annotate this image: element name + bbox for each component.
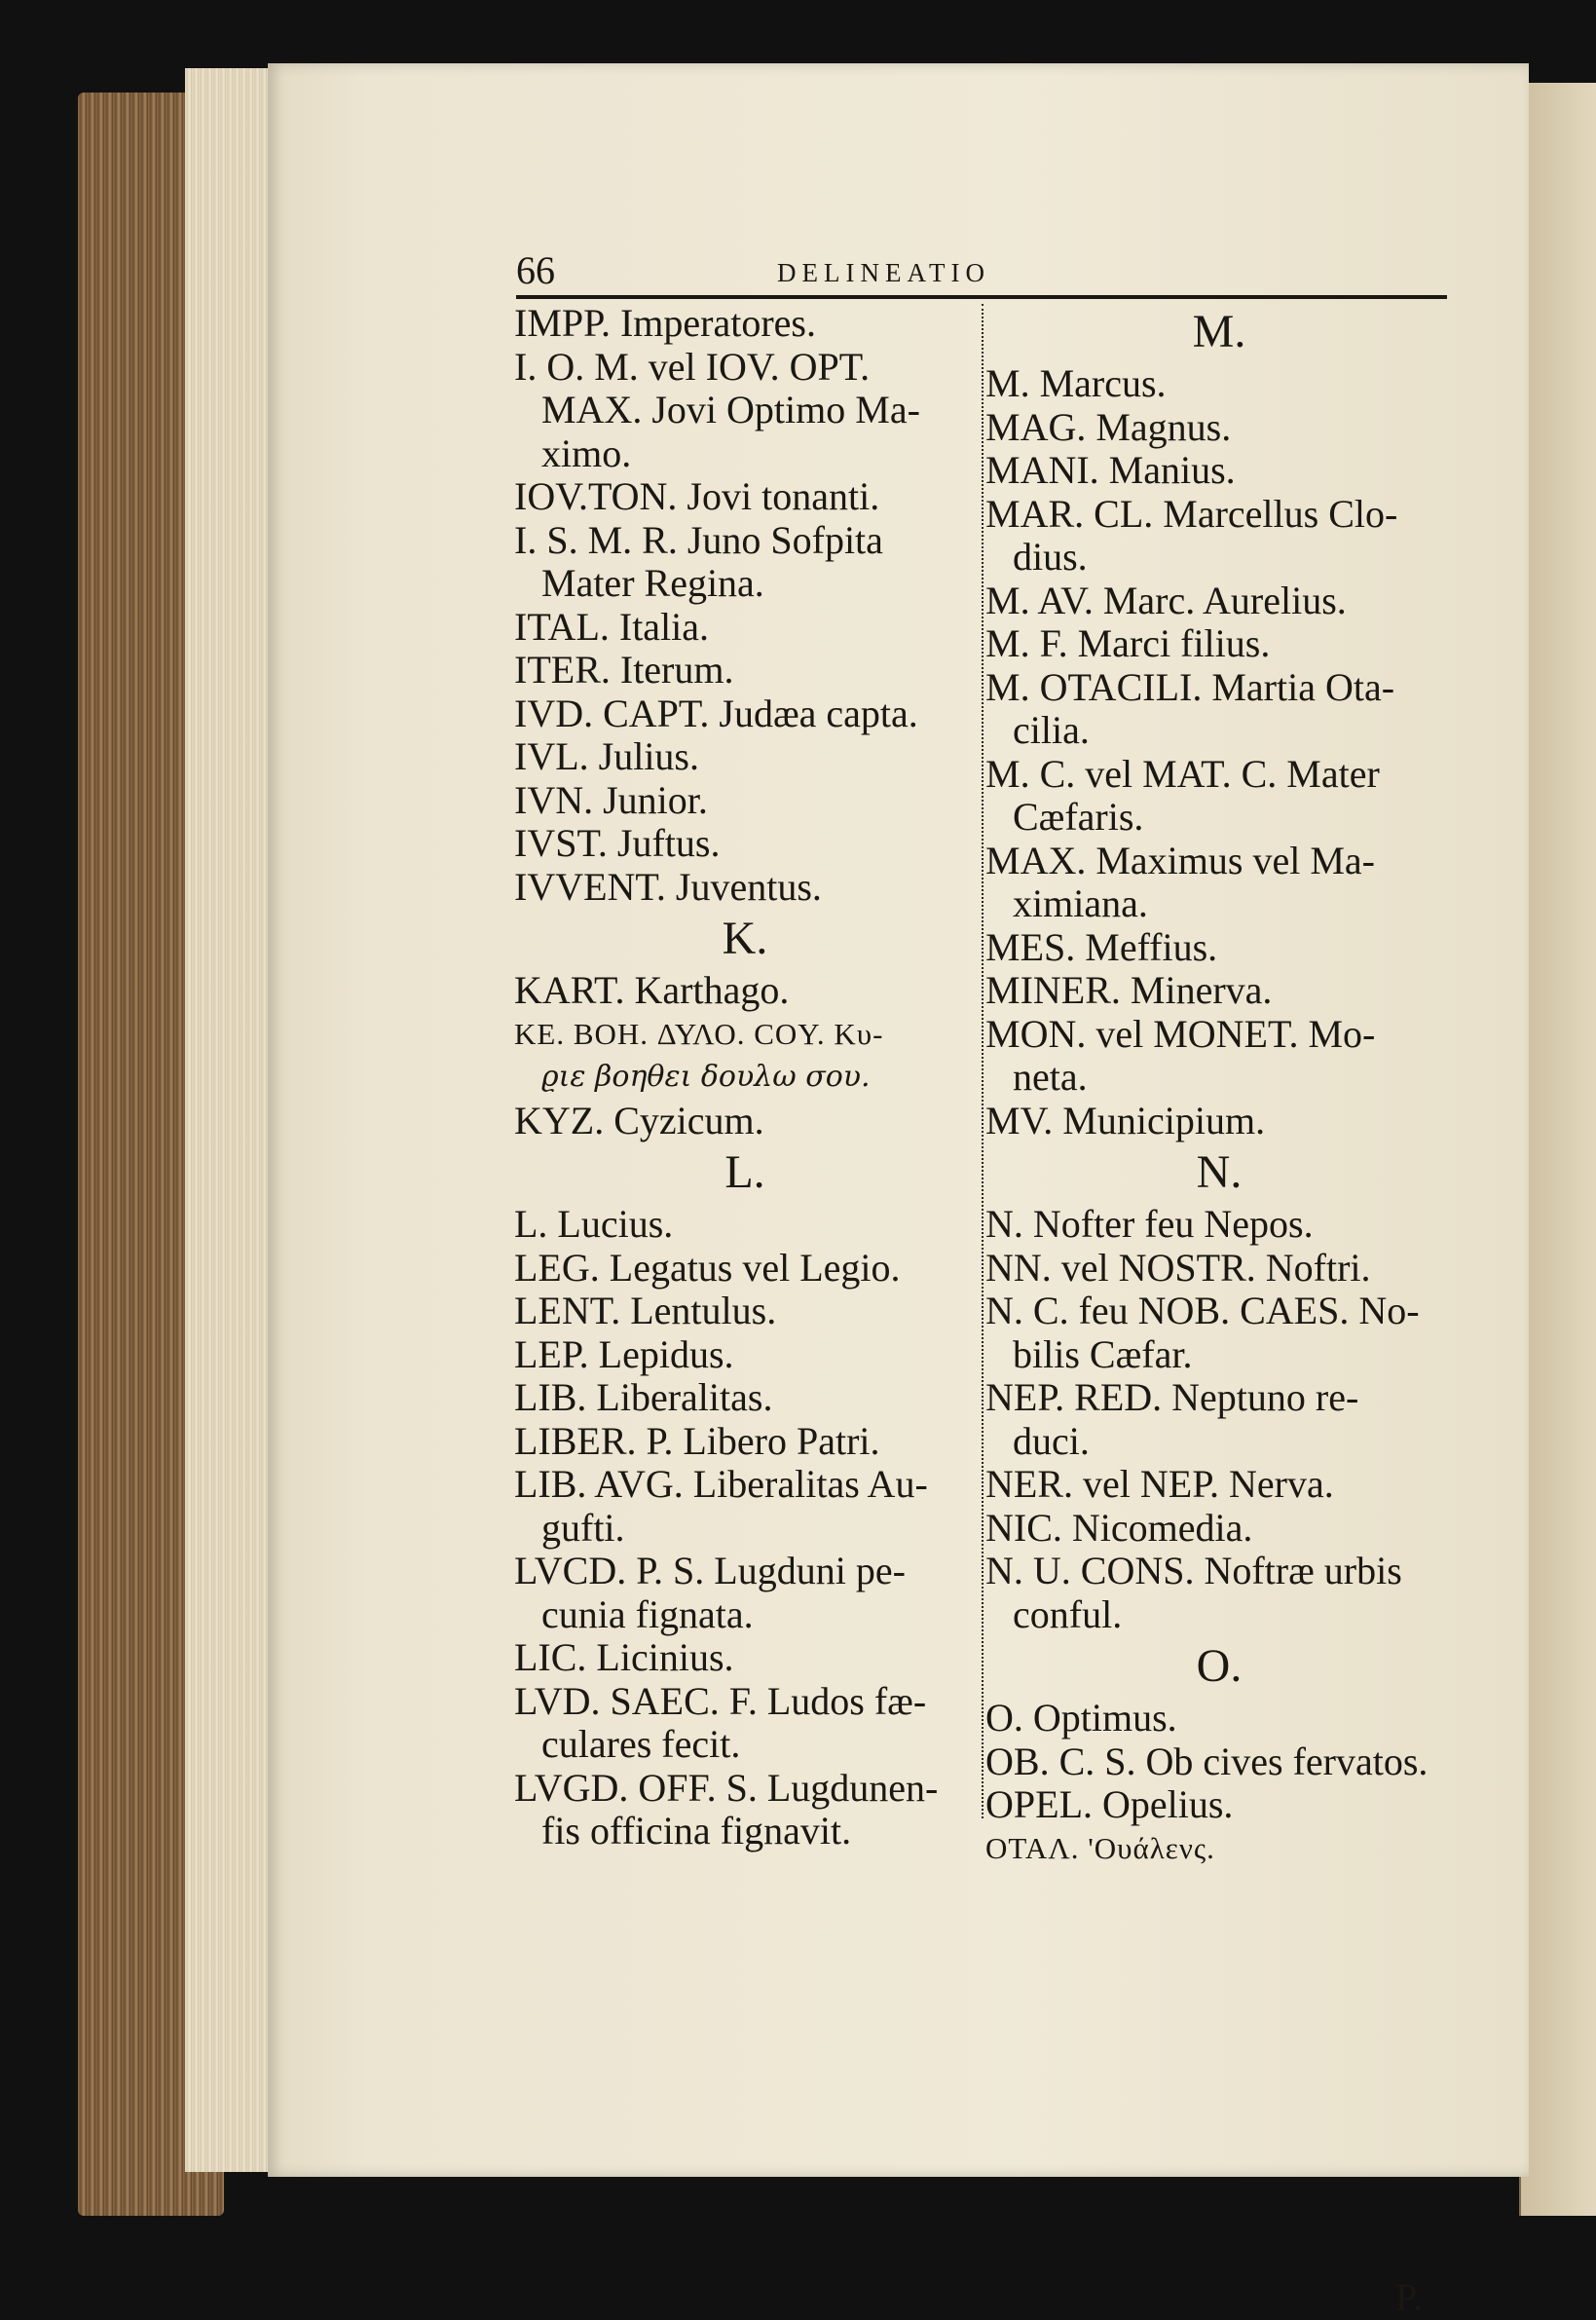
abbreviation-entry xyxy=(514,1290,976,1333)
entry-line: LEG. Legatus vel Legio. xyxy=(514,1245,901,1290)
entry-line: NEP. RED. Neptuno re- xyxy=(985,1375,1359,1419)
abbreviation-entry xyxy=(514,692,976,736)
entry-line: MAG. Magnus. xyxy=(985,404,1232,449)
abbreviation-entry xyxy=(985,1290,1453,1376)
abbreviation-entry xyxy=(985,753,1453,840)
abbreviation-entry xyxy=(985,1203,1453,1247)
entry-continuation: dius. xyxy=(1013,535,1088,579)
entry-continuation: ϱιε βοηθει δουλω σου. xyxy=(541,1060,871,1094)
entry-line: KYZ. Cyzicum. xyxy=(514,1098,764,1142)
entry-line: N. U. CONS. Noftræ urbis xyxy=(985,1549,1402,1592)
section-letter: N. xyxy=(1196,1146,1243,1198)
entry-continuation: Mater Regina. xyxy=(541,561,764,605)
abbreviation-entry xyxy=(514,649,976,692)
entry-line: MANI. Manius. xyxy=(985,448,1236,492)
abbreviation-entry xyxy=(985,1247,1453,1291)
entry-line: LIC. Licinius. xyxy=(514,1635,734,1679)
section-letter: M. xyxy=(1192,306,1246,357)
entry-line: ITER. Iterum. xyxy=(514,648,734,692)
entry-line: IVN. Junior. xyxy=(514,777,708,822)
abbreviation-entry xyxy=(514,302,976,346)
abbreviation-entry xyxy=(985,969,1453,1013)
abbreviation-entry xyxy=(985,580,1453,623)
abbreviation-entry xyxy=(514,1203,976,1247)
abbreviation-entry xyxy=(985,493,1453,580)
entry-line: ITAL. Italia. xyxy=(514,604,710,649)
entry-line: M. C. vel MAT. C. Mater xyxy=(985,751,1380,796)
catchword: P. xyxy=(1395,2275,1423,2319)
entry-line: KE. BOH. ΔΥΛΟ. COΥ. Κυ- xyxy=(514,1016,884,1051)
entry-line: LENT. Lentulus. xyxy=(514,1289,777,1332)
abbreviation-entry xyxy=(985,1740,1453,1784)
entry-line: NIC. Nicomedia. xyxy=(985,1505,1253,1550)
abbreviation-entry xyxy=(514,475,976,519)
abbreviation-entry xyxy=(514,969,976,1013)
entry-line: NER. vel NEP. Nerva. xyxy=(985,1462,1334,1506)
header-rule xyxy=(516,295,1447,299)
entry-line: MON. vel MONET. Mo- xyxy=(985,1011,1376,1056)
abbreviation-entry xyxy=(985,1697,1453,1740)
entry-line: NN. vel NOSTR. Noftri. xyxy=(985,1245,1371,1290)
entry-continuation: Cæfaris. xyxy=(1013,795,1144,839)
entry-line: N. C. feu NOB. CAES. No- xyxy=(985,1289,1420,1332)
abbreviation-entry xyxy=(985,1376,1453,1463)
abbreviation-entry xyxy=(514,606,976,650)
abbreviation-entry xyxy=(985,622,1453,666)
abbreviation-entry xyxy=(985,406,1453,450)
abbreviation-entry xyxy=(985,1013,1453,1100)
entry-line: M. F. Marci filius. xyxy=(985,621,1271,665)
entry-line: M. AV. Marc. Aurelius. xyxy=(985,578,1347,622)
entry-line: L. Lucius. xyxy=(514,1202,674,1246)
entry-line: IVL. Julius. xyxy=(514,734,699,778)
abbreviation-entry xyxy=(514,346,976,476)
entry-line: MAR. CL. Marcellus Clo- xyxy=(985,491,1398,536)
entry-continuation: cilia. xyxy=(1013,708,1090,752)
abbreviation-entry xyxy=(514,1333,976,1377)
entry-line: MES. Meffius. xyxy=(985,924,1218,969)
section-letter: K. xyxy=(722,913,768,964)
entry-line: IOV.TON. Jovi tonanti. xyxy=(514,474,880,518)
abbreviation-entry xyxy=(985,666,1453,753)
entry-continuation: gufti. xyxy=(541,1505,625,1550)
section-letter: O. xyxy=(1196,1640,1243,1692)
abbreviation-entry xyxy=(514,1636,976,1680)
right-column xyxy=(985,302,1453,1870)
entry-line: LIBER. P. Libero Patri. xyxy=(514,1418,880,1463)
abbreviation-entry xyxy=(514,822,976,866)
entry-line: M. Marcus. xyxy=(985,361,1167,405)
entry-line: I. S. M. R. Juno Sofpita xyxy=(514,517,883,562)
entry-line: KART. Karthago. xyxy=(514,968,790,1012)
page-header xyxy=(516,245,1451,296)
entry-line: IVVENT. Juventus. xyxy=(514,864,822,909)
abbreviation-entry xyxy=(514,1550,976,1636)
abbreviation-entry xyxy=(985,449,1453,493)
entry-line: MAX. Maximus vel Ma- xyxy=(985,838,1375,882)
entry-line: LVD. SAEC. F. Ludos fæ- xyxy=(514,1678,927,1723)
entry-line: MINER. Minerva. xyxy=(985,968,1273,1012)
entry-line: OTAΛ. 'Ουάλενς. xyxy=(985,1830,1215,1865)
abbreviation-entry xyxy=(985,1507,1453,1551)
entry-continuation: ximo. xyxy=(541,430,632,475)
entry-line: LIB. AVG. Liberalitas Au- xyxy=(514,1462,928,1506)
entry-line: OPEL. Opelius. xyxy=(985,1782,1234,1826)
abbreviation-entry xyxy=(985,926,1453,970)
abbreviation-entry xyxy=(985,1783,1453,1827)
entry-continuation: duci. xyxy=(1013,1418,1090,1463)
abbreviation-entry xyxy=(514,1376,976,1420)
abbreviation-entry xyxy=(514,866,976,910)
page-number: 66 xyxy=(516,248,555,292)
abbreviation-entry xyxy=(514,1100,976,1143)
abbreviation-entry xyxy=(514,519,976,606)
entry-line: MV. Municipium. xyxy=(985,1098,1266,1142)
greek-entry xyxy=(514,1013,976,1100)
section-letter: L. xyxy=(724,1146,765,1198)
entry-continuation: bilis Cæfar. xyxy=(1013,1331,1193,1376)
entry-continuation: conful. xyxy=(1013,1591,1123,1636)
entry-line: O. Optimus. xyxy=(985,1696,1177,1740)
abbreviation-entry xyxy=(514,1767,976,1853)
entry-line: N. Nofter feu Nepos. xyxy=(985,1202,1314,1246)
abbreviation-entry xyxy=(985,362,1453,406)
entry-line: IMPP. Imperatores. xyxy=(514,301,816,345)
running-title: DELINEATIO xyxy=(777,258,990,287)
entry-continuation: MAX. Jovi Optimo Ma- xyxy=(541,388,920,431)
abbreviation-entry xyxy=(985,1550,1453,1636)
abbreviation-entry xyxy=(514,1247,976,1291)
facing-page-edge xyxy=(1519,83,1596,2216)
abbreviation-entry xyxy=(514,1420,976,1464)
entry-line: OB. C. S. Ob cives fervatos. xyxy=(985,1739,1429,1783)
abbreviation-entry xyxy=(514,779,976,823)
entry-continuation: cunia fignata. xyxy=(541,1591,754,1636)
left-column xyxy=(514,302,976,1853)
abbreviation-entry xyxy=(985,840,1453,926)
abbreviation-entry xyxy=(985,1100,1453,1143)
entry-line: IVST. Juftus. xyxy=(514,821,721,865)
entry-line: LVCD. P. S. Lugduni pe- xyxy=(514,1549,906,1592)
abbreviation-entry xyxy=(514,735,976,779)
greek-entry xyxy=(985,1827,1453,1871)
entry-continuation: ximiana. xyxy=(1013,881,1148,925)
entry-line: LVGD. OFF. S. Lugdunen- xyxy=(514,1765,939,1810)
abbreviation-entry xyxy=(985,1463,1453,1507)
entry-line: I. O. M. vel IOV. OPT. xyxy=(514,344,871,389)
entry-line: IVD. CAPT. Judæa capta. xyxy=(514,691,918,735)
entry-continuation: culares fecit. xyxy=(541,1722,741,1766)
abbreviation-entry xyxy=(514,1680,976,1767)
abbreviation-entry xyxy=(514,1463,976,1550)
entry-line: LEP. Lepidus. xyxy=(514,1331,734,1376)
entry-line: LIB. Liberalitas. xyxy=(514,1375,773,1419)
entry-continuation: fis officina fignavit. xyxy=(541,1809,852,1852)
entry-continuation: neta. xyxy=(1013,1055,1088,1099)
entry-line: M. OTACILI. Martia Ota- xyxy=(985,664,1395,709)
